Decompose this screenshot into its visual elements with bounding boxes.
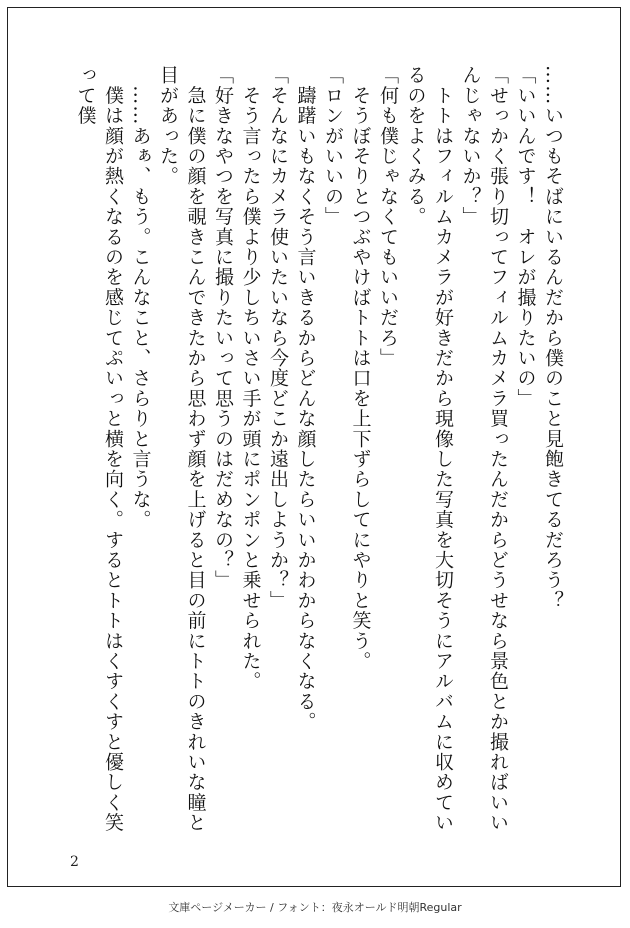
page-frame	[7, 7, 621, 887]
vertical-text-body	[36, 65, 566, 845]
text-line: 「せっかく張り切ってフィルムカメラ買ったんだからどうせなら景色とか撮ればいいんじゃないか？」	[459, 65, 509, 833]
text-line: ……あぁ、もう。こんなこと、さらりと言うな。	[129, 65, 152, 530]
text-line: 「そんなにカメラ使いたいなら今度どこか遠出しようか？」	[267, 65, 289, 611]
text-line: 「好きなやつを写真に撮りたいって思うのはだめなの？」	[212, 65, 234, 591]
text-line: 「何も僕じゃなくてもいいだろ」	[377, 65, 399, 368]
text-line: 急に僕の顔を覗きこんできたから思わず顔を上げると目の前にトトのきれいな瞳と目があった。	[157, 65, 207, 833]
text-line: そう言ったら僕より少しちいさい手が頭にポンポンと乗せられた。	[239, 65, 262, 692]
footer-credit: 文庫ページメーカー / フォント：夜永オールド明朝Regular	[168, 901, 462, 914]
text-line: 僕は顔が熱くなるのを感じてぷいっと横を向く。するとトトはくすくすと優しく笑って僕	[74, 65, 124, 833]
text-line: 躊躇いもなくそう言いきるからどんな顔したらいいかわからなくなる。	[294, 65, 317, 732]
text-line: ……いつもそばにいるんだから僕のこと見飽きてるだろう？	[542, 65, 564, 611]
page-number: 2	[70, 854, 79, 870]
text-line: トトはフィルムカメラが好きだから現像した写真を大切そうにアルバムに収めているのをよくみる。	[404, 65, 454, 833]
text-line: 「ロンがいいの」	[322, 65, 344, 227]
text-line: 「いいんです！ オレが撮りたいの」	[514, 65, 537, 409]
text-line: そうぼそりとつぶやけばトトは口を上下ずらしてにやりと笑う。	[349, 65, 372, 671]
